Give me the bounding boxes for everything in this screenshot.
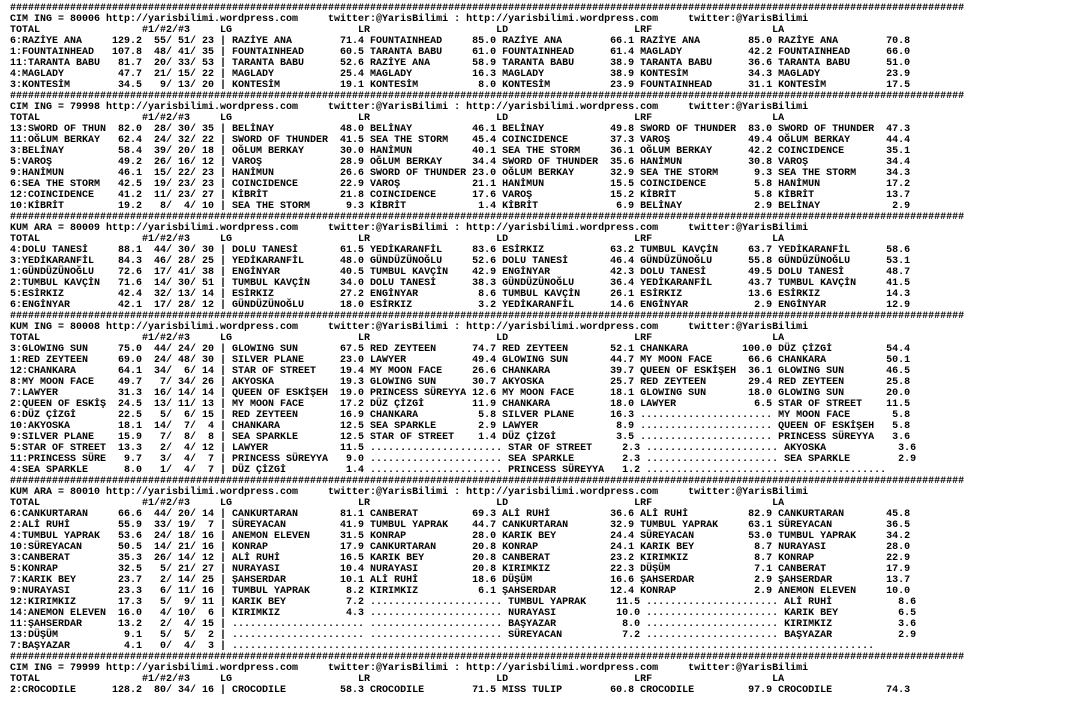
table-row: 5:STAR OF STREET 13.3 2/ 4/ 12 | LAWYER 11.5 ...................... STAR OF STREET 2.3 ...................... AKYOSKA 3.6: [10, 443, 917, 454]
table-row: 11:PRINCESS SÜRE 9.7 3/ 4/ 7 | PRINCESS SÜREYYA 9.0 ...................... SEA SPARKLE 2.3 ...................... SEA SPARKLE 2.9: [10, 454, 917, 465]
table-row: 6:DÜZ ÇİZGİ 22.5 5/ 6/ 15 | RED ZEYTEEN 16.9 CHANKARA 5.8 SILVER PLANE 16.3 ...................... MY MOON FACE 5.8: [10, 410, 911, 421]
separator-line: ###############################################################################################################################################################: [10, 311, 965, 322]
column-header: TOTAL #1/#2/#3 LG LR LD LRF LA: [10, 234, 785, 245]
separator-line: ###############################################################################################################################################################: [10, 476, 965, 487]
table-row: 5:ESİRKIZ 42.4 32/ 13/ 14 | ESİRKIZ 27.2 ENGİNYAR 8.6 TUMBUL KAVÇİN 26.1 ESİRKIZ 13.6 ESİRKIZ 14.3: [10, 289, 911, 300]
separator-line: ###############################################################################################################################################################: [10, 652, 965, 663]
column-header: TOTAL #1/#2/#3 LG LR LD LRF LA: [10, 498, 785, 509]
separator-line: ###############################################################################################################################################################: [10, 91, 965, 102]
table-row: 1:RED ZEYTEEN 69.0 24/ 48/ 30 | SILVER PLANE 23.0 LAWYER 49.4 GLOWING SUN 44.7 MY MOON FACE 66.6 CHANKARA 50.1: [10, 355, 911, 366]
table-row: 6:ENGİNYAR 42.1 17/ 28/ 12 | GÜNDÜZÜNOĞLU 18.0 ESİRKIZ 3.2 YEDİKARANFİL 14.6 ENGİNYAR 2.9 ENGİNYAR 12.9: [10, 300, 911, 311]
race-header: KUM ING = 80008 http://yarisbilimi.wordpress.com twitter:@YarisBilimi : http://yarisbilimi.wordpress.com twitter:@YarisBilimi: [10, 322, 809, 333]
table-row: 4:DOLU TANESİ 88.1 44/ 30/ 30 | DOLU TANESİ 61.5 YEDİKARANFİL 83.6 ESİRKIZ 63.2 TUMBUL KAVÇİN 63.7 YEDİKARANFİL 58.6: [10, 245, 911, 256]
table-row: 1:FOUNTAINHEAD 107.8 48/ 41/ 35 | FOUNTAINHEAD 60.5 TARANTA BABU 61.0 FOUNTAINHEAD 61.4 MAGLADY 42.2 FOUNTAINHEAD 66.0: [10, 47, 911, 58]
table-row: 7:BAŞYAZAR 4.1 0/ 4/ 3 | ...........................................................................................................: [10, 641, 875, 652]
table-row: 4:SEA SPARKLE 8.0 1/ 4/ 7 | DÜZ ÇİZGİ 1.4 ...................... PRINCESS SÜREYYA 1.2 ........................................: [10, 465, 887, 476]
table-row: 7:KARIK BEY 23.7 2/ 14/ 25 | ŞAHSERDAR 10.1 ALİ RUHİ 18.6 DÜŞÜM 16.6 ŞAHSERDAR 2.9 ŞAHSERDAR 13.7: [10, 575, 911, 586]
race-header: CIM ING = 79999 http://yarisbilimi.wordpress.com twitter:@YarisBilimi : http://yarisbilimi.wordpress.com twitter:@YarisBilimi: [10, 663, 809, 674]
table-row: 14:ANEMON ELEVEN 16.0 4/ 10/ 6 | KIRIMKIZ 4.3 ...................... NURAYASI 10.0 ...................... KARIK BEY 6.5: [10, 608, 917, 619]
table-row: 10:AKYOSKA 18.1 14/ 7/ 4 | CHANKARA 12.5 SEA SPARKLE 2.9 LAWYER 8.9 ...................... QUEEN OF ESKİŞEH 5.8: [10, 421, 911, 432]
table-row: 9:HANİMUN 46.1 15/ 22/ 23 | HANİMUN 26.6 SWORD OF THUNDER 23.0 OĞLUM BERKAY 32.9 SEA THE STORM 9.3 SEA THE STORM 34.3: [10, 168, 911, 179]
table-row: 1:GÜNDÜZÜNOĞLU 72.6 17/ 41/ 38 | ENGİNYAR 40.5 TUMBUL KAVÇİN 42.9 ENGİNYAR 42.3 DOLU TANESİ 49.5 DOLU TANESİ 48.7: [10, 267, 911, 278]
column-header: TOTAL #1/#2/#3 LG LR LD LRF LA: [10, 333, 785, 344]
table-row: 8:MY MOON FACE 49.7 7/ 34/ 26 | AKYOSKA 19.3 GLOWING SUN 30.7 AKYOSKA 25.7 RED ZEYTEEN 29.4 RED ZEYTEEN 25.8: [10, 377, 911, 388]
table-row: 6:SEA THE STORM 42.5 19/ 23/ 23 | COINCIDENCE 22.9 VAROŞ 21.1 HANİMUN 15.5 COINCIDENCE 5.8 HANİMUN 17.2: [10, 179, 911, 190]
table-row: 2:CROCODILE 128.2 80/ 34/ 16 | CROCODILE 58.3 CROCODILE 71.5 MISS TULIP 60.8 CROCODILE 97.9 CROCODILE 74.3: [10, 685, 911, 696]
separator-line: ###############################################################################################################################################################: [10, 212, 965, 223]
table-row: 10:SÜREYACAN 50.5 14/ 21/ 16 | KONRAP 17.9 CANKURTARAN 20.8 KONRAP 24.1 KARIK BEY 8.7 NURAYASI 28.0: [10, 542, 911, 553]
table-row: 12:COINCIDENCE 41.2 11/ 23/ 27 | KİBRİT 21.8 COINCIDENCE 17.6 VAROŞ 15.2 KİBRİT 5.8 KİBRİT 13.7: [10, 190, 911, 201]
table-row: 11:ŞAHSERDAR 13.2 2/ 4/ 15 | ...................... ...................... BAŞYAZAR 8.0 ...................... KIRIMKIZ 3.6: [10, 619, 917, 630]
race-header: CIM ING = 79998 http://yarisbilimi.wordpress.com twitter:@YarisBilimi : http://yarisbilimi.wordpress.com twitter:@YarisBilimi: [10, 102, 809, 113]
table-row: 3:GLOWING SUN 75.0 44/ 24/ 20 | GLOWING SUN 67.5 RED ZEYTEEN 74.7 RED ZEYTEEN 52.1 CHANKARA 100.0 DÜZ ÇİZGİ 54.4: [10, 344, 911, 355]
table-row: 2:ALİ RUHİ 55.9 33/ 19/ 7 | SÜREYACAN 41.9 TUMBUL YAPRAK 44.7 CANKURTARAN 32.9 TUMBUL YAPRAK 63.1 SÜREYACAN 36.5: [10, 520, 911, 531]
table-row: 13:SWORD OF THUN 82.0 28/ 30/ 35 | BELİNAY 48.0 BELİNAY 46.1 BELİNAY 49.8 SWORD OF THUNDER 83.0 SWORD OF THUNDER 47.3: [10, 124, 911, 135]
column-header: TOTAL #1/#2/#3 LG LR LD LRF LA: [10, 113, 785, 124]
race-header: KUM ARA = 80010 http://yarisbilimi.wordpress.com twitter:@YarisBilimi : http://yarisbilimi.wordpress.com twitter:@YarisBilimi: [10, 487, 809, 498]
race-header: KUM ARA = 80009 http://yarisbilimi.wordpress.com twitter:@YarisBilimi : http://yarisbilimi.wordpress.com twitter:@YarisBilimi: [10, 223, 809, 234]
table-row: 3:YEDİKARANFİL 84.3 46/ 28/ 25 | YEDİKARANFİL 48.0 GÜNDÜZÜNOĞLU 52.6 DOLU TANESİ 46.4 GÜNDÜZÜNOĞLU 55.8 GÜNDÜZÜNOĞLU 53.1: [10, 256, 911, 267]
table-row: 5:VAROŞ 49.2 26/ 16/ 12 | VAROŞ 28.9 OĞLUM BERKAY 34.4 SWORD OF THUNDER 35.6 HANİMUN 30.8 VAROŞ 34.4: [10, 157, 911, 168]
table-row: 3:BELİNAY 58.4 39/ 20/ 18 | OĞLUM BERKAY 30.0 HANİMUN 40.1 SEA THE STORM 36.1 OĞLUM BERKAY 42.2 COINCIDENCE 35.1: [10, 146, 911, 157]
table-row: 10:KİBRİT 19.2 8/ 4/ 10 | SEA THE STORM 9.3 KİBRİT 1.4 KİBRİT 6.9 BELİNAY 2.9 BELİNAY 2.9: [10, 201, 911, 212]
table-row: 12:KIRIMKIZ 17.3 5/ 9/ 11 | KARIK BEY 7.2 ...................... TUMBUL YAPRAK 11.5 ...................... ALİ RUHİ 8.6: [10, 597, 917, 608]
table-row: 3:KONTESİM 34.5 9/ 13/ 20 | KONTESİM 19.1 KONTESİM 8.0 KONTESİM 23.9 FOUNTAINHEAD 31.1 KONTESİM 17.5: [10, 80, 911, 91]
table-row: 6:CANKURTARAN 66.6 44/ 20/ 14 | CANKURTARAN 81.1 CANBERAT 69.3 ALİ RUHİ 36.6 ALİ RUHİ 82.9 CANKURTARAN 45.8: [10, 509, 911, 520]
table-row: 4:TUMBUL YAPRAK 53.6 24/ 18/ 16 | ANEMON ELEVEN 31.5 KONRAP 28.0 KARIK BEY 24.4 SÜREYACAN 53.0 TUMBUL YAPRAK 34.2: [10, 531, 911, 542]
table-row: 11:TARANTA BABU 81.7 20/ 33/ 53 | TARANTA BABU 52.6 RAZİYE ANA 58.9 TARANTA BABU 38.9 TARANTA BABU 36.6 TARANTA BABU 51.0: [10, 58, 911, 69]
table-row: 2:QUEEN OF ESKİŞ 24.5 13/ 11/ 13 | MY MOON FACE 17.2 DÜZ ÇİZGİ 11.9 CHANKARA 18.0 LAWYER 6.5 STAR OF STREET 11.5: [10, 399, 911, 410]
separator-line: ###############################################################################################################################################################: [10, 3, 965, 14]
table-row: 9:NURAYASI 23.3 6/ 11/ 16 | TUMBUL YAPRAK 8.2 KIRIMKIZ 6.1 ŞAHSERDAR 12.4 KONRAP 2.9 ANEMON ELEVEN 10.0: [10, 586, 911, 597]
table-row: 12:CHANKARA 64.1 34/ 6/ 14 | STAR OF STREET 19.4 MY MOON FACE 26.6 CHANKARA 39.7 QUEEN OF ESKİŞEH 36.1 GLOWING SUN 46.5: [10, 366, 911, 377]
table-row: 5:KONRAP 32.5 5/ 21/ 27 | NURAYASI 10.4 NURAYASI 20.8 KIRIMKIZ 22.3 DÜŞÜM 7.1 CANBERAT 17.9: [10, 564, 911, 575]
table-row: 9:SILVER PLANE 15.9 7/ 8/ 8 | SEA SPARKLE 12.5 STAR OF STREET 1.4 DÜZ ÇİZGİ 3.5 ...................... PRINCESS SÜREYYA 3.6: [10, 432, 911, 443]
race-header: CIM ING = 80006 http://yarisbilimi.wordpress.com twitter:@YarisBilimi : http://yarisbilimi.wordpress.com twitter:@YarisBilimi: [10, 14, 809, 25]
table-row: 3:CANBERAT 35.3 26/ 14/ 12 | ALİ RUHİ 16.5 KARIK BEY 20.8 CANBERAT 23.2 KIRIMKIZ 8.7 KONRAP 22.9: [10, 553, 911, 564]
table-row: 13:DÜŞÜM 9.1 5/ 5/ 2 | ...................... ...................... SÜREYACAN 7.2 ...................... BAŞYAZAR 2.9: [10, 630, 917, 641]
column-header: TOTAL #1/#2/#3 LG LR LD LRF LA: [10, 25, 785, 36]
table-row: 2:TUMBUL KAVÇİN 71.6 14/ 30/ 51 | TUMBUL KAVÇİN 34.0 DOLU TANESİ 38.3 GÜNDÜZÜNOĞLU 36.4 YEDİKARANFİL 43.7 TUMBUL KAVÇİN 41.5: [10, 278, 911, 289]
table-row: 6:RAZİYE ANA 129.2 55/ 51/ 23 | RAZİYE ANA 71.4 FOUNTAINHEAD 85.0 RAZİYE ANA 66.1 RAZİYE ANA 85.0 RAZİYE ANA 70.8: [10, 36, 911, 47]
table-row: 4:MAGLADY 47.7 21/ 15/ 22 | MAGLADY 25.4 MAGLADY 16.3 MAGLADY 38.9 KONTESİM 34.3 MAGLADY 23.9: [10, 69, 911, 80]
table-row: 7:LAWYER 31.3 16/ 14/ 14 | QUEEN OF ESKİŞEH 19.0 PRINCESS SÜREYYA 12.6 MY MOON FACE 18.1 GLOWING SUN 18.0 GLOWING SUN 20.0: [10, 388, 911, 399]
column-header: TOTAL #1/#2/#3 LG LR LD LRF LA: [10, 674, 785, 685]
race-stats-printout: [10, 3, 964, 696]
table-row: 11:OĞLUM BERKAY 62.4 24/ 32/ 22 | SWORD OF THUNDER 41.5 SEA THE STORM 45.4 COINCIDENCE 37.3 VAROŞ 49.4 OĞLUM BERKAY 44.4: [10, 135, 911, 146]
